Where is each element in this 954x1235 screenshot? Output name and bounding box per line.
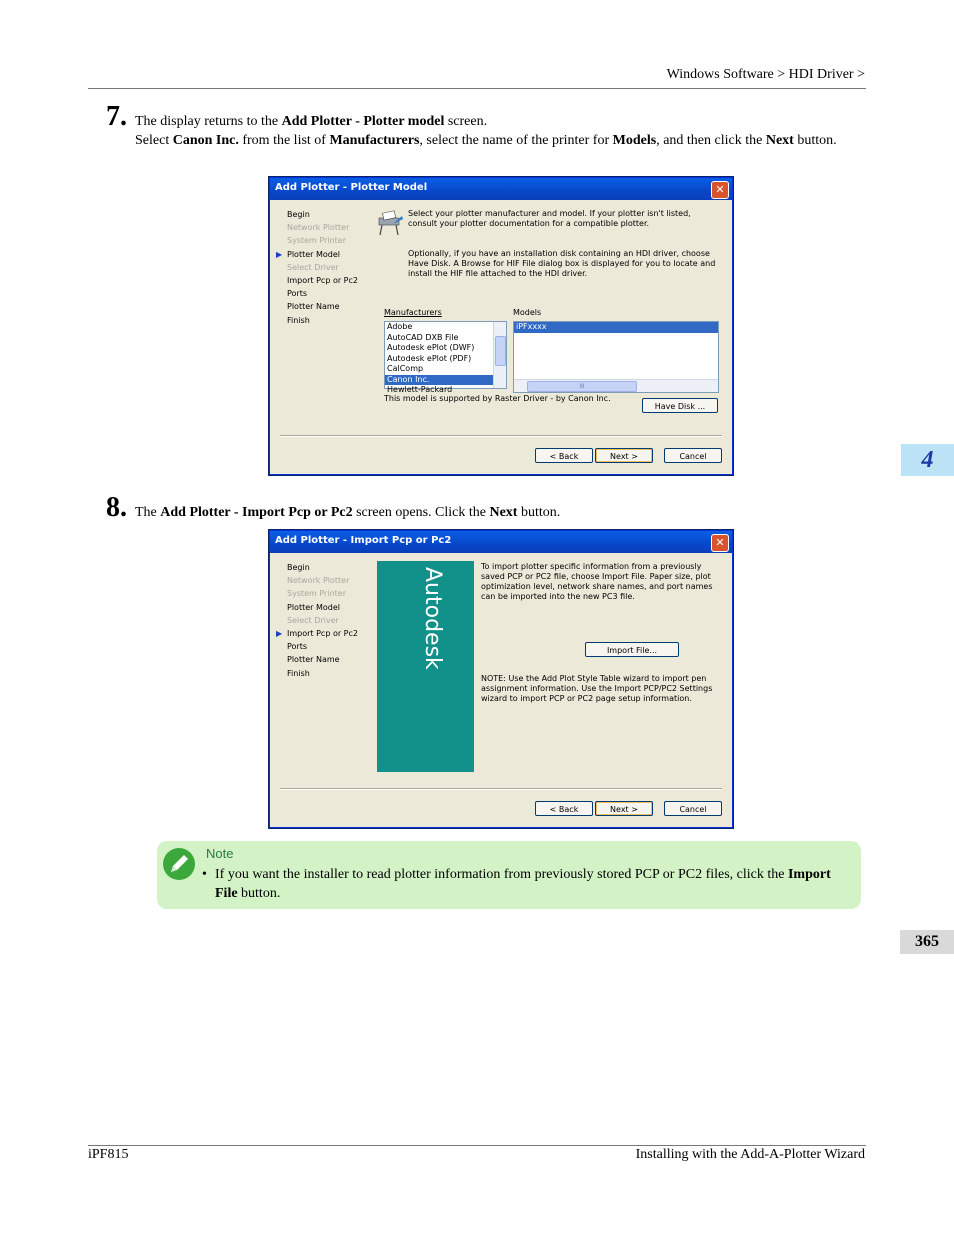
page-number: 365 — [900, 930, 954, 954]
wizard-step-label: Begin — [287, 563, 310, 572]
term: Canon Inc. — [172, 133, 239, 148]
manufacturers-label: Manufacturers — [384, 308, 442, 317]
text: The display returns to the — [135, 114, 282, 129]
list-item[interactable]: Autodesk ePlot (DWF) — [387, 343, 475, 352]
wizard-step-label: Plotter Model — [287, 249, 340, 259]
back-button[interactable]: < Back — [535, 448, 593, 463]
breadcrumb-item: Windows Software — [666, 67, 774, 82]
text: screen opens. Click the — [352, 505, 490, 520]
manufacturers-items — [385, 322, 506, 396]
list-item[interactable]: Autodesk ePlot (PDF) — [387, 353, 472, 363]
wizard-step-label: Select Driver — [287, 615, 339, 625]
wizard-step-label: Network Plotter — [287, 576, 350, 586]
breadcrumb-sep: > — [777, 67, 786, 82]
step-number: 8. — [106, 492, 127, 523]
wizard-step-label: Plotter Name — [287, 655, 340, 665]
wizard-step-label: System Printer — [287, 589, 346, 599]
plotter-icon — [376, 210, 404, 236]
footer-right: Installing with the Add-A-Plotter Wizard — [635, 1147, 865, 1162]
pencil-icon — [162, 847, 196, 881]
current-step-arrow-icon: ▶ — [276, 628, 283, 638]
step-number: 7. — [106, 101, 127, 132]
close-button[interactable]: ✕ — [711, 181, 729, 199]
wizard-step — [282, 667, 358, 680]
text: screen. — [444, 114, 488, 129]
wizard-step-label: Ports — [287, 289, 308, 299]
text: Select — [135, 133, 173, 148]
header-rule — [88, 88, 866, 89]
close-button[interactable]: ✕ — [711, 534, 729, 552]
term: Models — [612, 133, 657, 148]
wizard-step — [282, 208, 358, 221]
note-title: Note — [206, 846, 234, 861]
back-button[interactable]: < Back — [535, 801, 593, 816]
cancel-button[interactable]: Cancel — [664, 448, 722, 463]
step7-line1 — [135, 112, 866, 131]
models-items — [514, 322, 718, 333]
list-item[interactable]: Hewlett-Packard — [387, 385, 453, 394]
note-text: NOTE: Use the Add Plot Style Table wizard to import pen assignment information. Use the Import PCP/PC2 Settings wizard to import PCP or PC2 page setup information. — [481, 674, 713, 703]
dialog-title: Add Plotter - Plotter Model — [275, 182, 428, 193]
wizard-step-label: Finish — [287, 668, 310, 678]
screen-name: Add Plotter - Import Pcp or Pc2 — [160, 505, 353, 520]
autodesk-banner — [377, 561, 474, 772]
support-text: This model is supported by Raster Driver - by Canon Inc. — [384, 394, 611, 403]
import-file-button[interactable]: Import File... — [585, 642, 679, 657]
text: The — [135, 505, 161, 520]
import-pcp-dialog — [269, 530, 733, 828]
wizard-step — [282, 574, 358, 587]
breadcrumb-sep: > — [857, 67, 865, 82]
footer-rule — [88, 1145, 866, 1146]
note-body — [215, 865, 855, 903]
divider — [280, 435, 722, 437]
list-item[interactable]: Canon Inc. — [385, 375, 506, 386]
wizard-step — [282, 234, 358, 247]
term: Import File — [215, 867, 831, 901]
divider — [280, 788, 722, 790]
wizard-step-label: Network Plotter — [287, 223, 350, 233]
text: , and then click the — [656, 133, 766, 148]
have-disk-button[interactable]: Have Disk ... — [642, 398, 718, 413]
text: If you want the installer to read plotter information from previously stored PCP or PC2 files, click the — [215, 867, 788, 882]
title-bar[interactable] — [270, 531, 732, 553]
manufacturers-scrollbar[interactable] — [493, 322, 506, 388]
scroll-grip: III — [527, 381, 637, 392]
wizard-step — [282, 314, 358, 327]
wizard-step — [282, 601, 358, 614]
models-list[interactable] — [513, 321, 719, 393]
step7-line2 — [135, 131, 866, 150]
text: from the list of — [238, 133, 330, 148]
wizard-step-label: Begin — [287, 210, 310, 219]
breadcrumb-item: HDI Driver — [788, 67, 854, 82]
wizard-step-label: Plotter Model — [287, 602, 340, 612]
next-button[interactable]: Next > — [595, 448, 653, 463]
cancel-button[interactable]: Cancel — [664, 801, 722, 816]
chapter-tab: 4 — [901, 444, 954, 476]
wizard-step — [276, 627, 358, 640]
wizard-step-label: Select Driver — [287, 262, 339, 272]
wizard-step-label: System Printer — [287, 236, 346, 246]
wizard-step-label: Plotter Name — [287, 302, 340, 312]
wizard-step-label: Import Pcp or Pc2 — [287, 275, 358, 285]
term: Next — [765, 133, 794, 148]
wizard-step-label: Import Pcp or Pc2 — [287, 628, 358, 638]
wizard-step — [282, 287, 358, 300]
term: Next — [489, 505, 518, 520]
intro-text: To import plotter specific information from a previously saved PCP or PC2 file, choose Import File. Paper size, plot optimization level, network share names, and port names can be imported into the new PC3 file. — [481, 562, 713, 601]
wizard-step — [282, 300, 358, 313]
intro-text: Select your plotter manufacturer and model. If your plotter isn't listed, consult your plotter documentation for a compatible plotter. — [408, 209, 691, 228]
running-header — [667, 67, 865, 83]
wizard-step — [276, 248, 358, 261]
brand-text: Autodesk — [420, 567, 445, 670]
dialog-title: Add Plotter - Import Pcp or Pc2 — [275, 535, 452, 546]
wizard-step — [282, 653, 358, 666]
plotter-model-dialog — [269, 177, 733, 475]
text: , select the name of the printer for — [419, 133, 613, 148]
note-bullet: • — [202, 867, 207, 882]
text: button. — [237, 886, 281, 901]
wizard-step — [282, 561, 358, 574]
text: button. — [793, 133, 837, 148]
wizard-steps — [276, 561, 358, 680]
step8-line — [135, 503, 866, 522]
wizard-steps — [276, 208, 358, 327]
optional-text: Optionally, if you have an installation disk containing an HDI driver, choose Have Disk. A Browse for HIF File dialog box is displayed for you to locate and install the HIF file attached to the HDI driver. — [408, 249, 716, 278]
list-item[interactable]: Adobe — [387, 322, 413, 331]
term: Manufacturers — [329, 133, 420, 148]
footer-left: iPF815 — [88, 1147, 129, 1162]
screen-name: Add Plotter - Plotter model — [281, 114, 445, 129]
note-box — [157, 841, 861, 909]
wizard-step-label: Finish — [287, 315, 310, 325]
wizard-step — [282, 221, 358, 234]
next-button[interactable]: Next > — [595, 801, 653, 816]
models-scrollbar[interactable] — [514, 379, 718, 392]
text: button. — [517, 505, 561, 520]
wizard-step — [282, 261, 358, 274]
wizard-step — [282, 614, 358, 627]
models-label: Models — [513, 308, 542, 317]
manufacturers-list[interactable] — [384, 321, 507, 394]
wizard-step — [282, 640, 358, 653]
wizard-step — [282, 274, 358, 287]
title-bar[interactable] — [270, 178, 732, 200]
list-item[interactable]: iPFxxxx — [514, 322, 718, 333]
list-item[interactable]: CalComp — [387, 364, 424, 373]
wizard-step — [282, 587, 358, 600]
current-step-arrow-icon: ▶ — [276, 249, 283, 259]
list-item[interactable]: AutoCAD DXB File — [387, 332, 459, 342]
wizard-step-label: Ports — [287, 642, 308, 652]
